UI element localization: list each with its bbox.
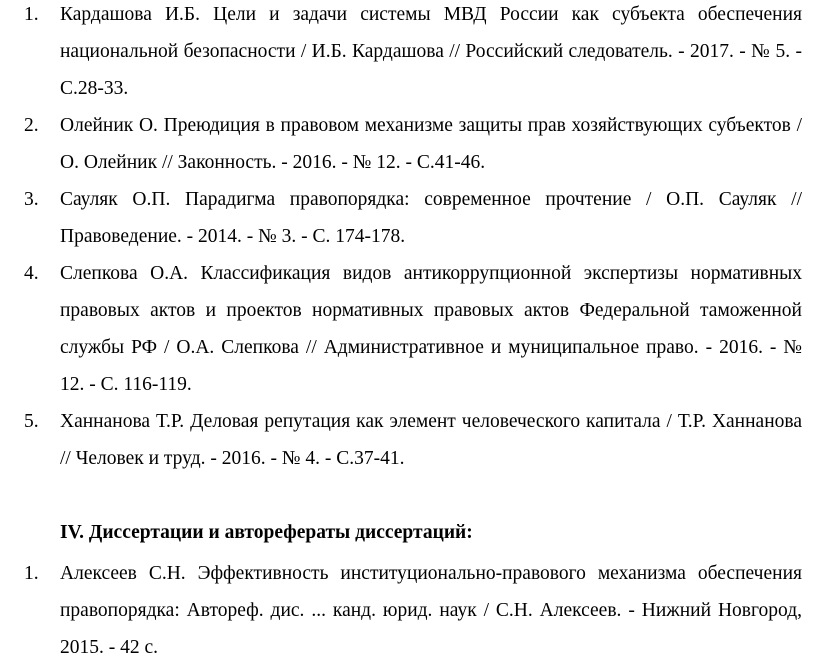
section-heading: IV. Диссертации и авторефераты диссертаций: [60,522,473,543]
list-item-text: Ханнанова Т.Р. Деловая репутация как элемент человеческого капитала / Т.Р. Ханнанова // Человек и труд. - 2016. - № 4. - С.37-41. [60,411,802,469]
list-item-text: Олейник О. Преюдиция в правовом механизме защиты прав хозяйствующих субъектов / О. Олейник // Законность. - 2016. - № 12. - С.41-46. [60,115,802,173]
list-item [0,255,816,403]
list-item [0,555,816,666]
list-item-number: 4. [24,263,39,284]
list-item-number: 3. [24,189,39,210]
list-item-text: Алексеев С.Н. Эффективность институционально-правового механизма обеспечения правопорядка: Автореф. дис. ... канд. юрид. наук / С.Н. Алексеев. - Нижний Новгород, 2015. - 42 с. [60,563,802,658]
list-item-text: Сауляк О.П. Парадигма правопорядка: современное прочтение / О.П. Сауляк // Правоведение. - 2014. - № 3. - С. 174-178. [60,189,802,247]
list-item-number: 1. [24,4,39,25]
list-item [0,0,816,107]
list-item-text: Слепкова О.А. Классификация видов антикоррупционной экспертизы нормативных правовых актов и проектов нормативных правовых актов Федеральной таможенной службы РФ / О.А. Слепкова // Административное и муниципальное право. - 2016. - № 12. - С. 116-119. [60,263,802,395]
list-item [0,403,816,477]
list-item [0,107,816,181]
dissertations-list [0,555,816,666]
list-item-number: 2. [24,115,39,136]
list-item [0,181,816,255]
list-item-number: 1. [24,563,39,584]
list-item-number: 5. [24,411,39,432]
list-item-text: Кардашова И.Б. Цели и задачи системы МВД России как субъекта обеспечения национальной безопасности / И.Б. Кардашова // Российский следователь. - 2017. - № 5. - С.28-33. [60,4,802,99]
